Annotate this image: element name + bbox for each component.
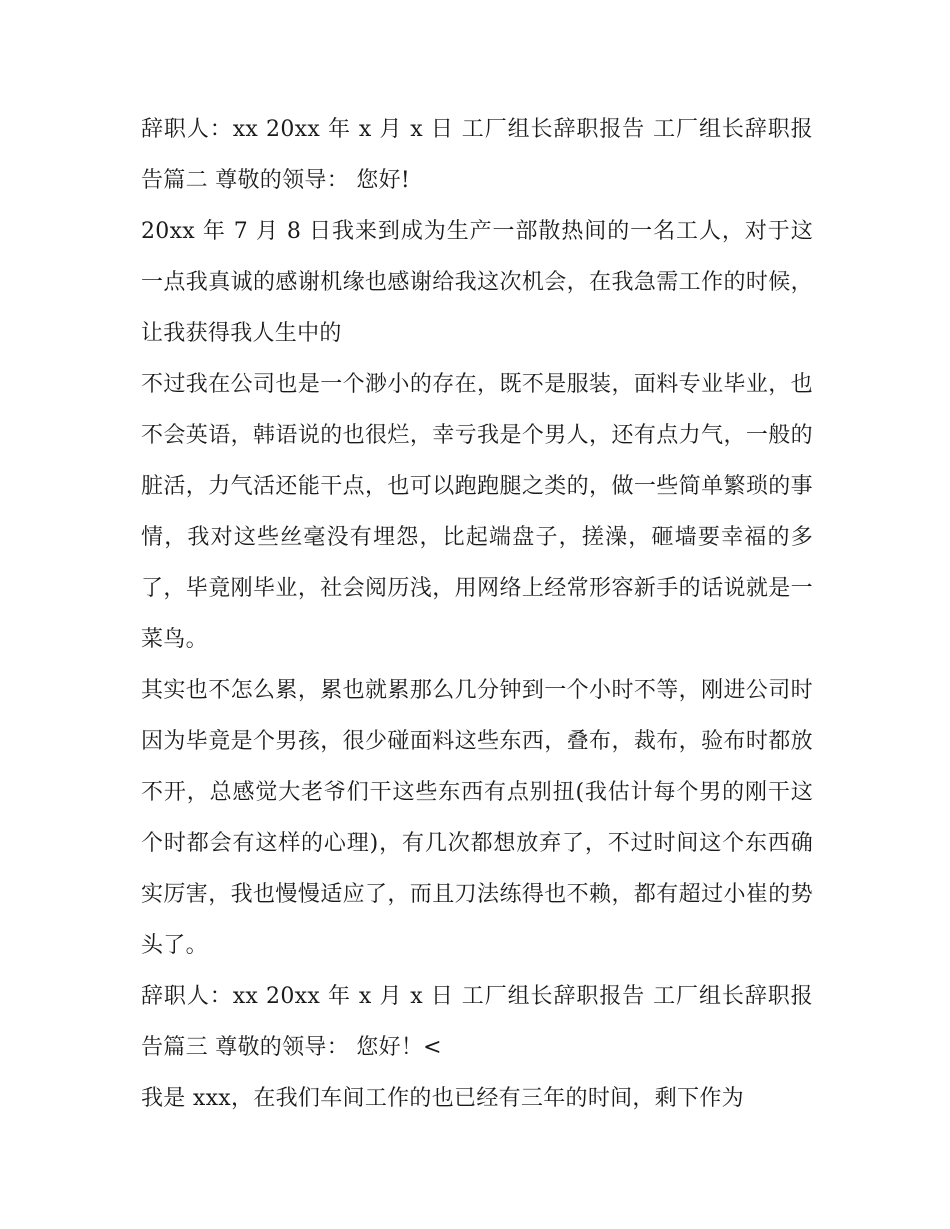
paragraph-resignation-header-3: 辞职人：xx 20xx 年 x 月 x 日 工厂组长辞职报告 工厂组长辞职报告篇三 尊敬的领导： 您好！< bbox=[141, 984, 813, 1060]
paragraph-start-date: 20xx 年 7 月 8 日我来到成为生产一部散热间的一名工人，对于这一点我真诚的感谢机缘也感谢给我这次机会，在我急需工作的时候，让我获得我人生中的 bbox=[141, 219, 813, 346]
paragraph-adaptation: 其实也不怎么累，累也就累那么几分钟到一个小时不等，刚进公司时因为毕竟是个男孩，很少碰面料这些东西，叠布，裁布，验布时都放不开，总感觉大老爷们干这些东西有点别扭(我估计每个男的刚干这个时都会有这样的心理)，有几次都想放弃了，不过时间这个东西确实厉害，我也慢慢适应了，而且刀法练得也不赖，都有超过小崔的势头了。 bbox=[141, 678, 813, 958]
paragraph-resignation-header-2: 辞职人：xx 20xx 年 x 月 x 日 工厂组长辞职报告 工厂组长辞职报告篇二 尊敬的领导： 您好! bbox=[141, 117, 813, 193]
paragraph-intro-workshop: 我是 xxx，在我们车间工作的也已经有三年的时间，剩下作为 bbox=[141, 1086, 744, 1111]
paragraph-company-role: 不过我在公司也是一个渺小的存在，既不是服装，面料专业毕业，也不会英语，韩语说的也很烂，幸亏我是个男人，还有点力气，一般的脏活，力气活还能干点，也可以跑跑腿之类的，做一些简单繁琐的事情，我对这些丝毫没有埋怨，比起端盘子，搓澡，砸墙要幸福的多了，毕竟刚毕业，社会阅历浅，用网络上经常形容新手的话说就是一菜鸟。 bbox=[141, 372, 813, 652]
document-body bbox=[141, 104, 813, 1124]
